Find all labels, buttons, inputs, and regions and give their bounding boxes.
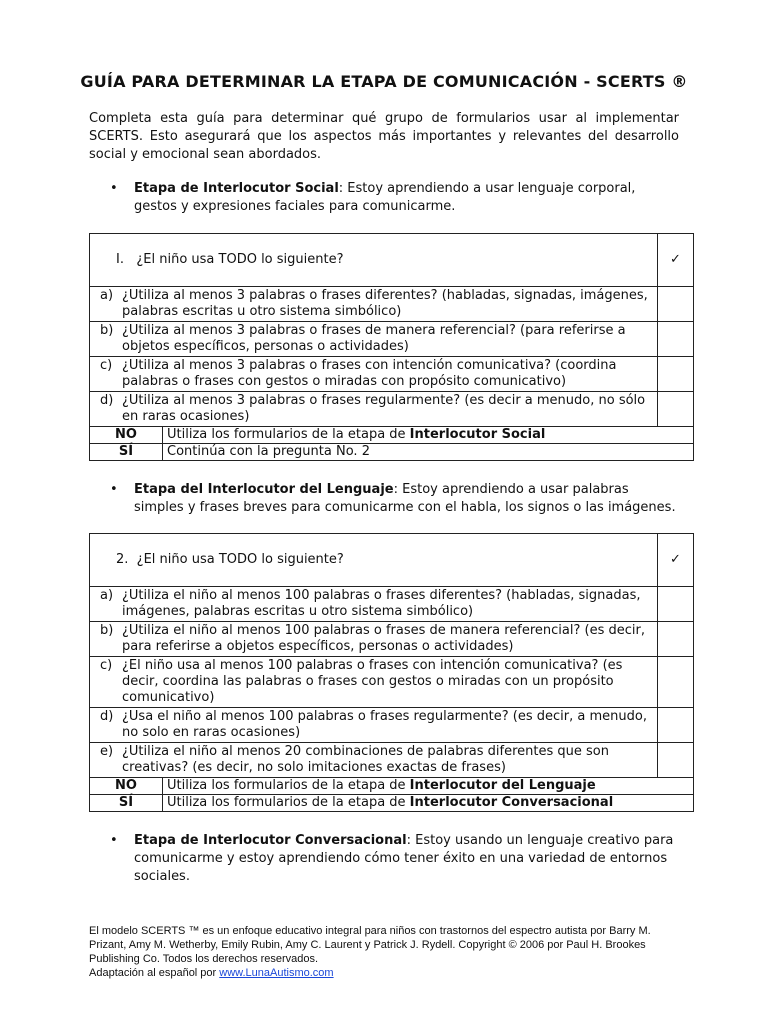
item-letter: d) [100, 393, 114, 408]
table-header-row [90, 534, 694, 587]
result-row-yes [90, 795, 694, 812]
page-title: GUÍA PARA DETERMINAR LA ETAPA DE COMUNICACIÓN - SCERTS ® [80, 72, 688, 91]
table-row [90, 587, 694, 622]
item-letter: c) [100, 358, 113, 373]
stage-conversational-bullet [110, 832, 680, 886]
item-text: ¿Utiliza al menos 3 palabras o frases regularmente? (es decir a menudo, no sólo en raras ocasiones) [122, 393, 646, 424]
question-text: ¿El niño usa TODO lo siguiente? [136, 552, 344, 567]
yes-label: SÍ [90, 444, 163, 461]
yes-result [163, 795, 694, 812]
check-header: ✓ [658, 234, 694, 287]
yes-label: SÍ [90, 795, 163, 812]
question-table-2 [89, 533, 694, 812]
item-letter: a) [100, 288, 114, 303]
table-row [90, 322, 694, 357]
item-letter: d) [100, 709, 114, 724]
bullet-glyph: • [110, 181, 118, 196]
checkbox-cell[interactable] [658, 587, 694, 622]
table-row [90, 392, 694, 427]
result-row-no [90, 427, 694, 444]
item-letter: c) [100, 658, 113, 673]
table-header-row [90, 234, 694, 287]
item-text: ¿Utiliza el niño al menos 20 combinaciones de palabras diferentes que son creativas? (es decir, no solo imitaciones exactas de frases) [122, 744, 609, 775]
no-result [163, 778, 694, 795]
yes-result-stage: Interlocutor Conversacional [409, 795, 614, 810]
item-letter: e) [100, 744, 114, 759]
table-row [90, 287, 694, 322]
checkbox-cell[interactable] [658, 287, 694, 322]
item-text: ¿Utiliza el niño al menos 100 palabras o frases de manera referencial? (es decir, para referirse a objetos específicos, personas o actividades) [122, 623, 645, 654]
result-row-yes [90, 444, 694, 461]
checkbox-cell[interactable] [658, 357, 694, 392]
stage-language-name: Etapa del Interlocutor del Lenguaje [134, 482, 394, 497]
stage-conversational-sep: : [406, 833, 411, 848]
no-label: NO [90, 427, 163, 444]
adaptation-line [89, 966, 689, 980]
yes-result-text: Utiliza los formularios de la etapa de [167, 795, 410, 810]
bullet-glyph: • [110, 833, 118, 848]
check-header: ✓ [658, 534, 694, 587]
checkbox-cell[interactable] [658, 322, 694, 357]
question-number: I. [116, 252, 124, 267]
intro-paragraph: Completa esta guía para determinar qué grupo de formularios usar al implementar SCERTS. Esto asegurará que los aspectos más importantes y relevantes del desarrollo social y emocional sean abordados. [89, 111, 679, 162]
footer [89, 924, 689, 980]
item-text: ¿El niño usa al menos 100 palabras o frases con intención comunicativa? (es decir, coordina las palabras o frases con gestos o miradas con un propósito comunicativo) [122, 658, 623, 705]
question-table-1 [89, 233, 694, 461]
table-row [90, 657, 694, 708]
item-letter: b) [100, 323, 114, 338]
stage-language-desc: Estoy aprendiendo a usar palabras simples y frases breves para comunicarme con el habla, los signos o las imágenes. [134, 482, 676, 515]
question-cell [90, 534, 658, 587]
stage-language-text [134, 481, 680, 517]
item-text: ¿Utiliza el niño al menos 100 palabras o frases diferentes? (habladas, signadas, imágenes, palabras escritas u otro sistema simbólico) [122, 588, 641, 619]
stage-social-name: Etapa de Interlocutor Social [134, 181, 339, 196]
no-result [163, 427, 694, 444]
no-label: NO [90, 778, 163, 795]
no-result-text: Utiliza los formularios de la etapa de [167, 427, 410, 442]
result-row-no [90, 778, 694, 795]
table-row [90, 743, 694, 778]
stage-social-bullet [110, 180, 680, 216]
yes-result: Continúa con la pregunta No. 2 [163, 444, 694, 461]
checkbox-cell[interactable] [658, 743, 694, 778]
bullet-glyph: • [110, 482, 118, 497]
question-number: 2. [116, 552, 129, 567]
table-row [90, 708, 694, 743]
item-text: ¿Utiliza al menos 3 palabras o frases con intención comunicativa? (coordina palabras o frases con gestos o miradas con propósito comunicativo) [122, 358, 617, 389]
table-row [90, 622, 694, 657]
checkbox-cell[interactable] [658, 708, 694, 743]
no-result-stage: Interlocutor del Lenguaje [409, 778, 596, 793]
item-letter: b) [100, 623, 114, 638]
no-result-text: Utiliza los formularios de la etapa de [167, 778, 410, 793]
stage-social-sep: : [338, 181, 344, 196]
item-text: ¿Utiliza al menos 3 palabras o frases diferentes? (habladas, signadas, imágenes, palabras escritas u otro sistema simbólico) [122, 288, 648, 319]
checkbox-cell[interactable] [658, 622, 694, 657]
copyright-text: El modelo SCERTS ™ es un enfoque educativo integral para niños con trastornos del espectro autista por Barry M. Prizant, Amy M. Wetherby, Emily Rubin, Amy C. Laurent y Patrick J. Rydell. Copyright © 2006 por Paul H. Brookes Publishing Co. Todos los derechos reservados. [89, 925, 651, 965]
no-result-stage: Interlocutor Social [409, 427, 546, 442]
item-text: ¿Utiliza al menos 3 palabras o frases de manera referencial? (para referirse a objetos específicos, personas o actividades) [122, 323, 626, 354]
stage-conversational-text [134, 832, 680, 886]
checkbox-cell[interactable] [658, 392, 694, 427]
stage-social-desc: Estoy aprendiendo a usar lenguaje corporal, gestos y expresiones faciales para comunicarme. [134, 181, 636, 214]
stage-language-sep: : [393, 482, 398, 497]
stage-conversational-desc: Estoy usando un lenguaje creativo para comunicarme y estoy aprendiendo cómo tener éxito en una variedad de entornos sociales. [134, 833, 674, 884]
checkbox-cell[interactable] [658, 657, 694, 708]
luna-autismo-link[interactable]: www.LunaAutismo.com [219, 967, 334, 979]
stage-social-text [134, 180, 680, 216]
item-letter: a) [100, 588, 114, 603]
question-cell [90, 234, 658, 287]
stage-language-bullet [110, 481, 680, 517]
table-row [90, 357, 694, 392]
item-text: ¿Usa el niño al menos 100 palabras o frases regularmente? (es decir, a menudo, no solo en raras ocasiones) [122, 709, 647, 740]
stage-conversational-name: Etapa de Interlocutor Conversacional [134, 833, 407, 848]
question-text: ¿El niño usa TODO lo siguiente? [136, 252, 344, 267]
adaptation-prefix: Adaptación al español por [89, 967, 220, 979]
